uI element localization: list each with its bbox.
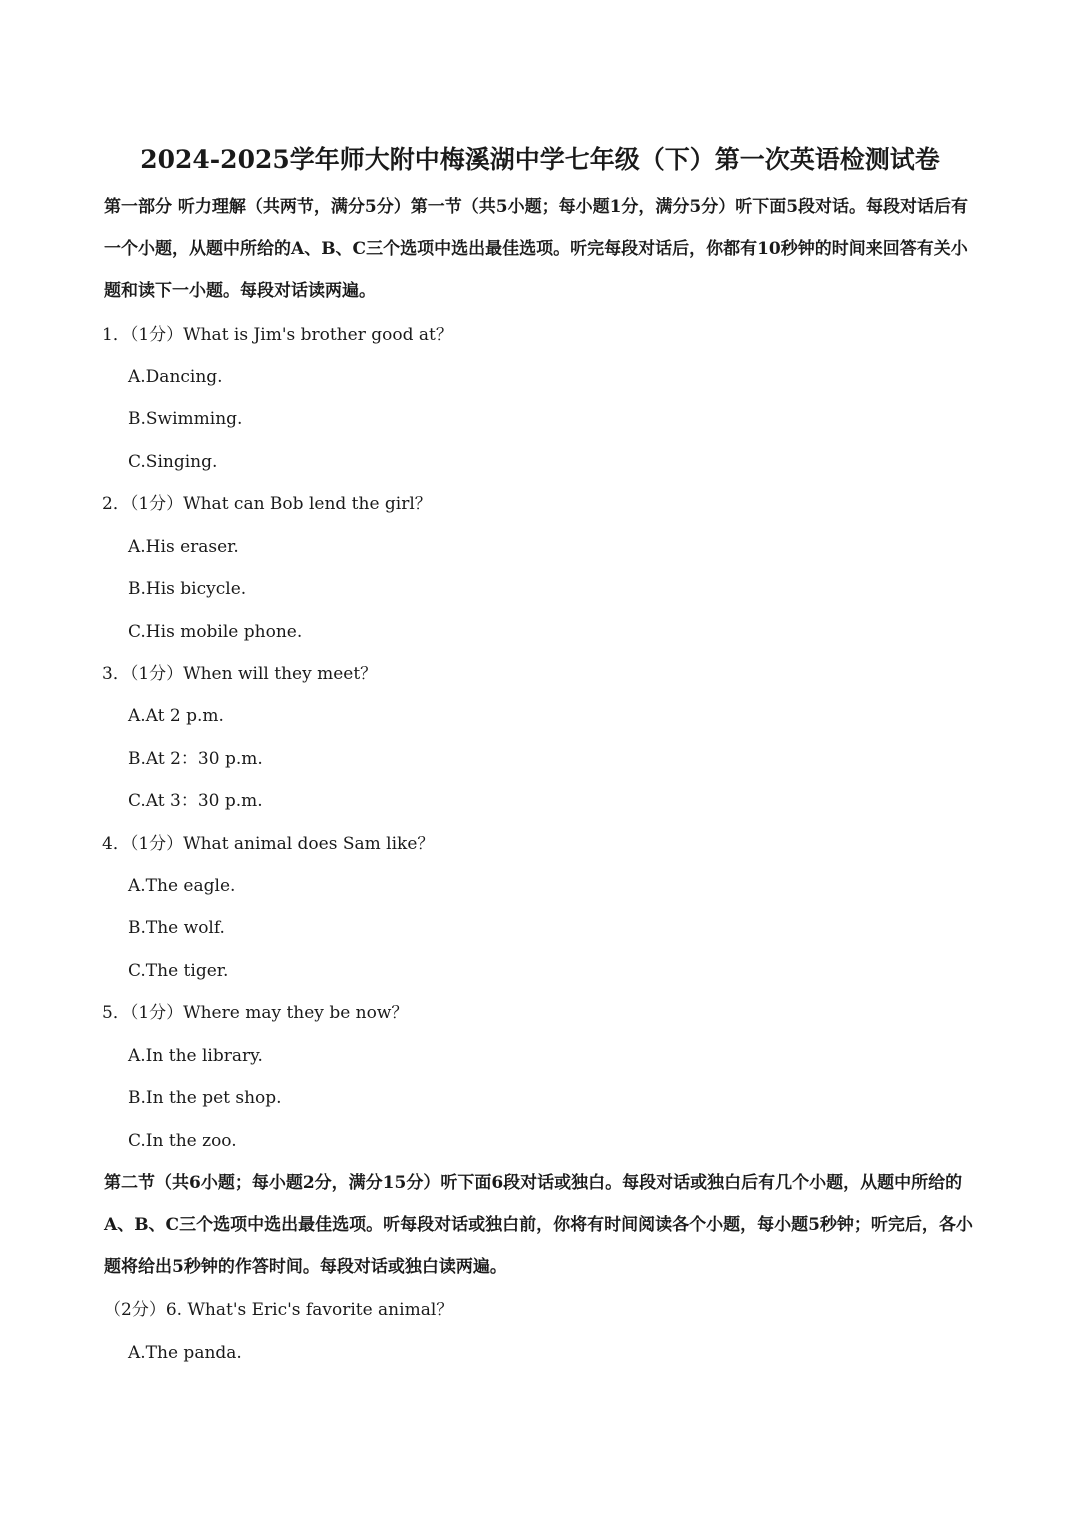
question-4-stem: 4．（1分）What animal does Sam like？ [102,834,435,854]
part1-instructions: 第一部分 听力理解（共两节，满分5分）第一节（共5小题；每小题1分，满分5分）听下面5段对话。每段对话后有一个小题，从题中所给的A、B、C三个选项中选出最佳选项。听完每段对话后，你都有10秒钟的时间来回答有关小题和读下一小题。每段对话读两遍。 [104,197,969,301]
question-1-option-a: A.Dancing. [128,367,223,387]
question-3-stem: 3．（1分）When will they meet？ [102,664,378,684]
question-3-option-b: B.At 2：30 p.m. [128,749,263,769]
part2-instructions: 第二节（共6小题；每小题2分，满分15分）听下面6段对话或独白。每段对话或独白后有几个小题，从题中所给的A、B、C三个选项中选出最佳选项。听每段对话或独白前，你将有时间阅读各个小题，每小题5秒钟；听完后，各小题将给出5秒钟的作答时间。每段对话或独白读两遍。 [104,1173,973,1277]
question-1-option-c: C.Singing. [128,452,218,472]
question-2-option-a: A.His eraser. [128,537,239,557]
question-1-stem: 1．（1分）What is Jim's brother good at？ [102,325,453,345]
question-3-option-c: C.At 3：30 p.m. [128,791,263,811]
question-2-option-b: B.His bicycle. [128,579,247,599]
question-2-option-c: C.His mobile phone. [128,622,303,642]
question-3-option-a: A.At 2 p.m. [128,706,224,726]
question-6-stem: （2分）6. What's Eric's favorite animal？ [104,1300,454,1320]
question-5-option-a: A.In the library. [128,1046,263,1066]
question-4-option-a: A.The eagle. [128,876,236,896]
question-5-option-c: C.In the zoo. [128,1131,237,1151]
question-1-option-b: B.Swimming. [128,409,243,429]
question-4-option-c: C.The tiger. [128,961,229,981]
question-6-option-a: A.The panda. [128,1343,242,1363]
question-4-option-b: B.The wolf. [128,918,225,938]
question-2-stem: 2．（1分）What can Bob lend the girl？ [102,494,432,514]
question-5-option-b: B.In the pet shop. [128,1088,282,1108]
question-5-stem: 5．（1分）Where may they be now？ [102,1003,409,1023]
exam-title: 2024-2025学年师大附中梅溪湖中学七年级（下）第一次英语检测试卷 [140,145,940,174]
